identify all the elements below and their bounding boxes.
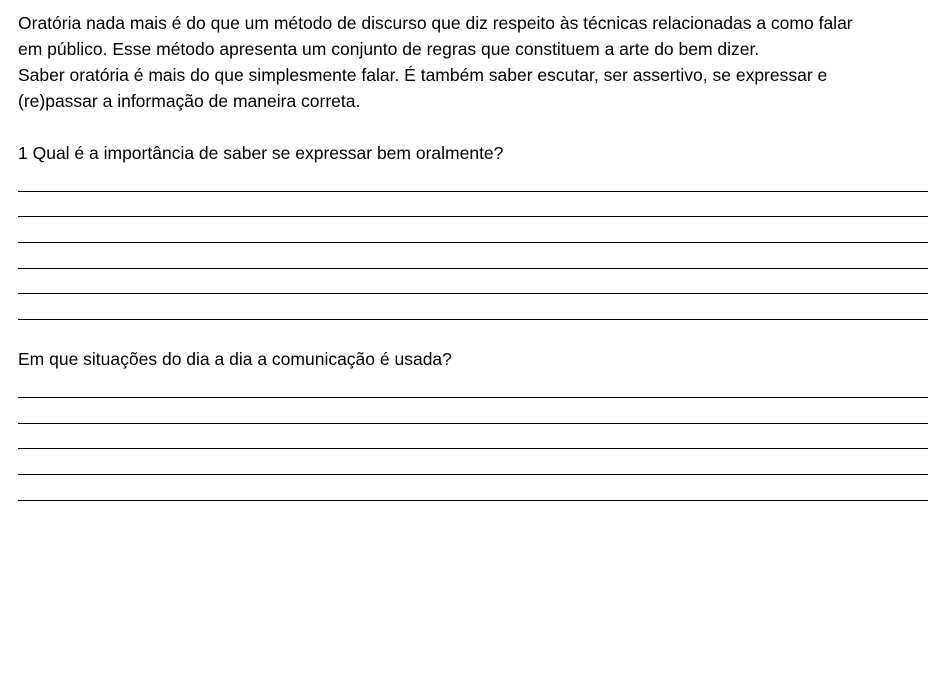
question-2-text: Em que situações do dia a dia a comunicação é usada?	[18, 349, 452, 370]
spacer	[18, 114, 928, 140]
answer-line[interactable]	[18, 294, 928, 320]
answer-line[interactable]	[18, 372, 928, 398]
question-1-block	[18, 140, 928, 320]
answer-line[interactable]	[18, 243, 928, 269]
intro-line: em público. Esse método apresenta um conjunto de regras que constituem a arte do bem dizer.	[18, 39, 760, 59]
intro-line: (re)passar a informação de maneira correta.	[18, 91, 361, 111]
question-2-block	[18, 346, 928, 500]
answer-line[interactable]	[18, 424, 928, 450]
answer-line[interactable]	[18, 398, 928, 424]
intro-text	[18, 10, 928, 114]
worksheet-page	[18, 10, 928, 501]
question-1-answer-lines	[18, 166, 928, 320]
question-2-answer-lines	[18, 372, 928, 500]
intro-line: Oratória nada mais é do que um método de discurso que diz respeito às técnicas relacionadas a como falar	[18, 13, 853, 33]
answer-line[interactable]	[18, 217, 928, 243]
intro-line: Saber oratória é mais do que simplesmente falar. É também saber escutar, ser assertivo, se expressar e	[18, 65, 828, 85]
answer-line[interactable]	[18, 475, 928, 501]
question-1-text: 1 Qual é a importância de saber se expressar bem oralmente?	[18, 143, 504, 163]
answer-line[interactable]	[18, 269, 928, 295]
answer-line[interactable]	[18, 449, 928, 475]
answer-line[interactable]	[18, 166, 928, 192]
answer-line[interactable]	[18, 192, 928, 218]
